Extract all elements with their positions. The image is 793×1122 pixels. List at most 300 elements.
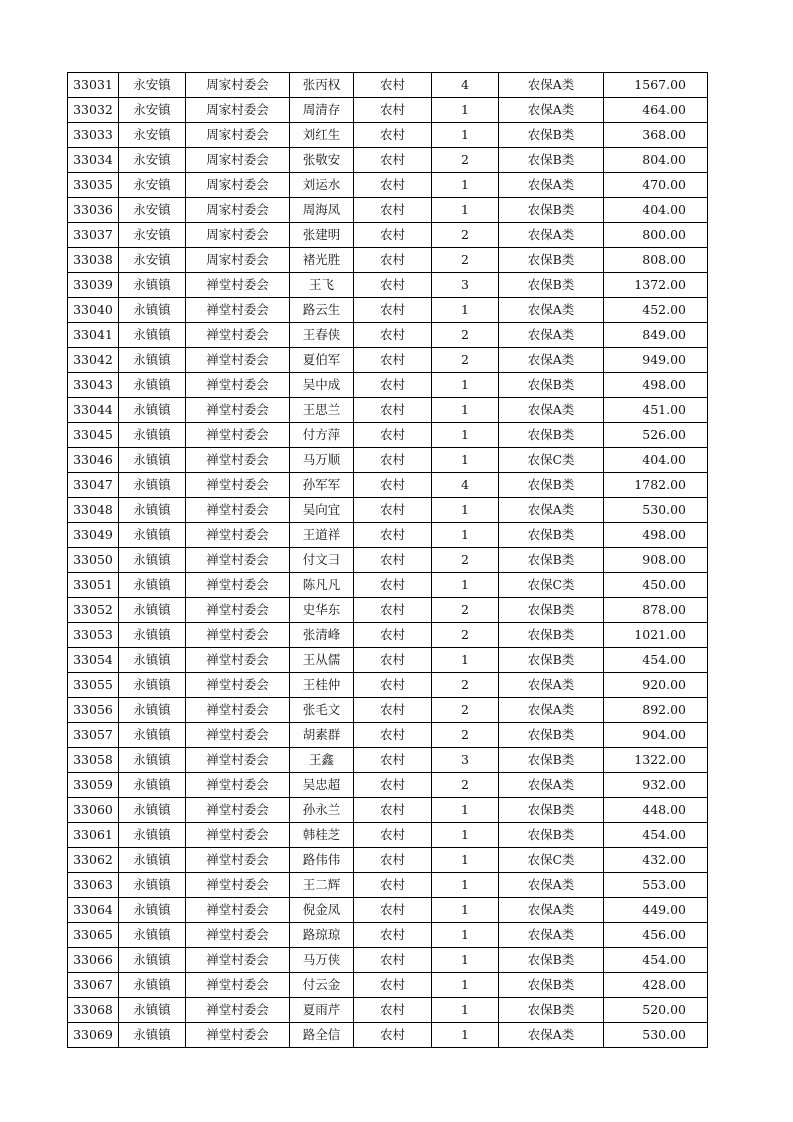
name-cell: 路伟伟	[290, 848, 354, 873]
insurance-class-cell: 农保B类	[499, 648, 604, 673]
record-id-cell: 33049	[68, 523, 119, 548]
person-count-cell: 1	[432, 573, 499, 598]
person-count-cell: 1	[432, 123, 499, 148]
village-committee-cell: 禅堂村委会	[186, 973, 290, 998]
town-cell: 永镇镇	[119, 1023, 186, 1048]
town-cell: 永镇镇	[119, 723, 186, 748]
person-count-cell: 4	[432, 73, 499, 98]
household-type-cell: 农村	[354, 973, 432, 998]
record-id-cell: 33037	[68, 223, 119, 248]
village-committee-cell: 禅堂村委会	[186, 473, 290, 498]
town-cell: 永镇镇	[119, 848, 186, 873]
town-cell: 永镇镇	[119, 398, 186, 423]
insurance-class-cell: 农保A类	[499, 1023, 604, 1048]
name-cell: 刘运水	[290, 173, 354, 198]
name-cell: 付方萍	[290, 423, 354, 448]
village-committee-cell: 禅堂村委会	[186, 723, 290, 748]
village-committee-cell: 周家村委会	[186, 173, 290, 198]
person-count-cell: 1	[432, 448, 499, 473]
insurance-class-cell: 农保B类	[499, 148, 604, 173]
person-count-cell: 1	[432, 998, 499, 1023]
amount-cell: 1372.00	[604, 273, 708, 298]
person-count-cell: 2	[432, 773, 499, 798]
amount-cell: 520.00	[604, 998, 708, 1023]
village-committee-cell: 禅堂村委会	[186, 773, 290, 798]
table-row	[68, 1023, 708, 1048]
person-count-cell: 1	[432, 98, 499, 123]
insurance-class-cell: 农保A类	[499, 173, 604, 198]
name-cell: 王桂仲	[290, 673, 354, 698]
household-type-cell: 农村	[354, 923, 432, 948]
town-cell: 永安镇	[119, 223, 186, 248]
town-cell: 永镇镇	[119, 298, 186, 323]
village-committee-cell: 禅堂村委会	[186, 673, 290, 698]
town-cell: 永镇镇	[119, 973, 186, 998]
amount-cell: 908.00	[604, 548, 708, 573]
village-committee-cell: 禅堂村委会	[186, 998, 290, 1023]
name-cell: 张建明	[290, 223, 354, 248]
village-committee-cell: 禅堂村委会	[186, 873, 290, 898]
person-count-cell: 1	[432, 1023, 499, 1048]
name-cell: 夏伯军	[290, 348, 354, 373]
village-committee-cell: 禅堂村委会	[186, 623, 290, 648]
record-id-cell: 33035	[68, 173, 119, 198]
town-cell: 永镇镇	[119, 898, 186, 923]
village-committee-cell: 周家村委会	[186, 248, 290, 273]
village-committee-cell: 禅堂村委会	[186, 1023, 290, 1048]
insurance-class-cell: 农保B类	[499, 998, 604, 1023]
town-cell: 永镇镇	[119, 798, 186, 823]
name-cell: 路全信	[290, 1023, 354, 1048]
name-cell: 王道祥	[290, 523, 354, 548]
village-committee-cell: 禅堂村委会	[186, 698, 290, 723]
town-cell: 永镇镇	[119, 523, 186, 548]
insurance-class-cell: 农保A类	[499, 698, 604, 723]
amount-cell: 404.00	[604, 448, 708, 473]
name-cell: 胡素群	[290, 723, 354, 748]
household-type-cell: 农村	[354, 998, 432, 1023]
town-cell: 永镇镇	[119, 773, 186, 798]
insurance-class-cell: 农保A类	[499, 298, 604, 323]
name-cell: 王思兰	[290, 398, 354, 423]
table-row	[68, 548, 708, 573]
household-type-cell: 农村	[354, 723, 432, 748]
insurance-class-cell: 农保C类	[499, 573, 604, 598]
record-id-cell: 33047	[68, 473, 119, 498]
village-committee-cell: 禅堂村委会	[186, 423, 290, 448]
name-cell: 吴中成	[290, 373, 354, 398]
household-type-cell: 农村	[354, 473, 432, 498]
town-cell: 永镇镇	[119, 498, 186, 523]
household-type-cell: 农村	[354, 123, 432, 148]
record-id-cell: 33061	[68, 823, 119, 848]
household-type-cell: 农村	[354, 823, 432, 848]
household-type-cell: 农村	[354, 298, 432, 323]
amount-cell: 452.00	[604, 298, 708, 323]
village-committee-cell: 周家村委会	[186, 98, 290, 123]
village-committee-cell: 禅堂村委会	[186, 848, 290, 873]
village-committee-cell: 禅堂村委会	[186, 898, 290, 923]
record-id-cell: 33056	[68, 698, 119, 723]
name-cell: 韩桂芝	[290, 823, 354, 848]
village-committee-cell: 禅堂村委会	[186, 823, 290, 848]
name-cell: 周清存	[290, 98, 354, 123]
table-row	[68, 848, 708, 873]
amount-cell: 878.00	[604, 598, 708, 623]
amount-cell: 498.00	[604, 373, 708, 398]
amount-cell: 1782.00	[604, 473, 708, 498]
table-row	[68, 748, 708, 773]
town-cell: 永镇镇	[119, 698, 186, 723]
town-cell: 永镇镇	[119, 923, 186, 948]
town-cell: 永镇镇	[119, 748, 186, 773]
insurance-class-cell: 农保B类	[499, 598, 604, 623]
amount-cell: 808.00	[604, 248, 708, 273]
table-row	[68, 623, 708, 648]
record-id-cell: 33044	[68, 398, 119, 423]
record-id-cell: 33059	[68, 773, 119, 798]
village-committee-cell: 禅堂村委会	[186, 448, 290, 473]
household-type-cell: 农村	[354, 573, 432, 598]
household-type-cell: 农村	[354, 148, 432, 173]
amount-cell: 553.00	[604, 873, 708, 898]
household-type-cell: 农村	[354, 798, 432, 823]
insurance-class-cell: 农保B类	[499, 473, 604, 498]
table-row	[68, 648, 708, 673]
village-committee-cell: 禅堂村委会	[186, 273, 290, 298]
insurance-class-cell: 农保A类	[499, 98, 604, 123]
table-row	[68, 73, 708, 98]
town-cell: 永镇镇	[119, 548, 186, 573]
insurance-class-cell: 农保B类	[499, 523, 604, 548]
person-count-cell: 1	[432, 173, 499, 198]
table-row	[68, 448, 708, 473]
person-count-cell: 1	[432, 923, 499, 948]
table-row	[68, 123, 708, 148]
name-cell: 王春侠	[290, 323, 354, 348]
table-row	[68, 273, 708, 298]
table-row	[68, 298, 708, 323]
town-cell: 永镇镇	[119, 448, 186, 473]
record-id-cell: 33052	[68, 598, 119, 623]
household-type-cell: 农村	[354, 673, 432, 698]
table-row	[68, 698, 708, 723]
amount-cell: 1322.00	[604, 748, 708, 773]
name-cell: 吴向宜	[290, 498, 354, 523]
household-type-cell: 农村	[354, 198, 432, 223]
town-cell: 永镇镇	[119, 648, 186, 673]
village-committee-cell: 周家村委会	[186, 148, 290, 173]
table-row	[68, 248, 708, 273]
town-cell: 永安镇	[119, 198, 186, 223]
record-id-cell: 33042	[68, 348, 119, 373]
person-count-cell: 3	[432, 273, 499, 298]
insurance-class-cell: 农保B类	[499, 748, 604, 773]
table-row	[68, 723, 708, 748]
village-committee-cell: 禅堂村委会	[186, 523, 290, 548]
record-id-cell: 33034	[68, 148, 119, 173]
household-type-cell: 农村	[354, 1023, 432, 1048]
name-cell: 史华东	[290, 598, 354, 623]
person-count-cell: 2	[432, 223, 499, 248]
name-cell: 孙永兰	[290, 798, 354, 823]
insurance-class-cell: 农保B类	[499, 548, 604, 573]
person-count-cell: 2	[432, 598, 499, 623]
amount-cell: 498.00	[604, 523, 708, 548]
record-id-cell: 33048	[68, 498, 119, 523]
record-id-cell: 33041	[68, 323, 119, 348]
amount-cell: 849.00	[604, 323, 708, 348]
household-type-cell: 农村	[354, 948, 432, 973]
person-count-cell: 2	[432, 348, 499, 373]
insurance-class-cell: 农保A类	[499, 398, 604, 423]
name-cell: 王飞	[290, 273, 354, 298]
town-cell: 永镇镇	[119, 873, 186, 898]
amount-cell: 432.00	[604, 848, 708, 873]
insurance-class-cell: 农保B类	[499, 423, 604, 448]
amount-cell: 404.00	[604, 198, 708, 223]
village-committee-cell: 禅堂村委会	[186, 348, 290, 373]
town-cell: 永镇镇	[119, 373, 186, 398]
amount-cell: 454.00	[604, 823, 708, 848]
amount-cell: 1567.00	[604, 73, 708, 98]
record-id-cell: 33050	[68, 548, 119, 573]
record-id-cell: 33038	[68, 248, 119, 273]
record-id-cell: 33067	[68, 973, 119, 998]
insurance-class-cell: 农保B类	[499, 373, 604, 398]
table-row	[68, 473, 708, 498]
table-row	[68, 973, 708, 998]
household-type-cell: 农村	[354, 73, 432, 98]
insurance-class-cell: 农保C类	[499, 848, 604, 873]
person-count-cell: 1	[432, 948, 499, 973]
table-row	[68, 148, 708, 173]
household-type-cell: 农村	[354, 98, 432, 123]
town-cell: 永镇镇	[119, 998, 186, 1023]
insurance-class-cell: 农保C类	[499, 448, 604, 473]
table-row	[68, 98, 708, 123]
record-id-cell: 33066	[68, 948, 119, 973]
town-cell: 永镇镇	[119, 473, 186, 498]
name-cell: 王从儒	[290, 648, 354, 673]
record-id-cell: 33032	[68, 98, 119, 123]
records-table	[67, 72, 708, 1048]
insurance-class-cell: 农保A类	[499, 73, 604, 98]
table-row	[68, 923, 708, 948]
record-id-cell: 33064	[68, 898, 119, 923]
name-cell: 陈凡凡	[290, 573, 354, 598]
insurance-class-cell: 农保A类	[499, 348, 604, 373]
record-id-cell: 33051	[68, 573, 119, 598]
household-type-cell: 农村	[354, 623, 432, 648]
name-cell: 付文彐	[290, 548, 354, 573]
name-cell: 王鑫	[290, 748, 354, 773]
amount-cell: 804.00	[604, 148, 708, 173]
person-count-cell: 2	[432, 623, 499, 648]
insurance-class-cell: 农保B类	[499, 723, 604, 748]
village-committee-cell: 禅堂村委会	[186, 373, 290, 398]
household-type-cell: 农村	[354, 323, 432, 348]
village-committee-cell: 禅堂村委会	[186, 923, 290, 948]
record-id-cell: 33046	[68, 448, 119, 473]
person-count-cell: 1	[432, 823, 499, 848]
village-committee-cell: 禅堂村委会	[186, 798, 290, 823]
table-row	[68, 323, 708, 348]
table-row	[68, 498, 708, 523]
amount-cell: 1021.00	[604, 623, 708, 648]
insurance-class-cell: 农保B类	[499, 623, 604, 648]
name-cell: 张清峰	[290, 623, 354, 648]
person-count-cell: 1	[432, 873, 499, 898]
household-type-cell: 农村	[354, 423, 432, 448]
record-id-cell: 33045	[68, 423, 119, 448]
amount-cell: 449.00	[604, 898, 708, 923]
village-committee-cell: 禅堂村委会	[186, 598, 290, 623]
town-cell: 永镇镇	[119, 623, 186, 648]
person-count-cell: 2	[432, 548, 499, 573]
person-count-cell: 4	[432, 473, 499, 498]
household-type-cell: 农村	[354, 173, 432, 198]
amount-cell: 451.00	[604, 398, 708, 423]
village-committee-cell: 禅堂村委会	[186, 748, 290, 773]
record-id-cell: 33053	[68, 623, 119, 648]
insurance-class-cell: 农保B类	[499, 248, 604, 273]
name-cell: 路云生	[290, 298, 354, 323]
record-id-cell: 33057	[68, 723, 119, 748]
household-type-cell: 农村	[354, 348, 432, 373]
household-type-cell: 农村	[354, 523, 432, 548]
insurance-class-cell: 农保B类	[499, 823, 604, 848]
table-row	[68, 373, 708, 398]
table-row	[68, 773, 708, 798]
person-count-cell: 1	[432, 973, 499, 998]
insurance-class-cell: 农保B类	[499, 798, 604, 823]
record-id-cell: 33060	[68, 798, 119, 823]
record-id-cell: 33058	[68, 748, 119, 773]
person-count-cell: 2	[432, 248, 499, 273]
name-cell: 周海凤	[290, 198, 354, 223]
amount-cell: 470.00	[604, 173, 708, 198]
household-type-cell: 农村	[354, 548, 432, 573]
records-table-body	[68, 73, 708, 1048]
table-row	[68, 223, 708, 248]
person-count-cell: 2	[432, 698, 499, 723]
record-id-cell: 33063	[68, 873, 119, 898]
person-count-cell: 1	[432, 373, 499, 398]
amount-cell: 526.00	[604, 423, 708, 448]
name-cell: 张丙权	[290, 73, 354, 98]
insurance-class-cell: 农保A类	[499, 323, 604, 348]
town-cell: 永镇镇	[119, 348, 186, 373]
person-count-cell: 1	[432, 898, 499, 923]
insurance-class-cell: 农保A类	[499, 223, 604, 248]
village-committee-cell: 禅堂村委会	[186, 498, 290, 523]
insurance-class-cell: 农保A类	[499, 673, 604, 698]
village-committee-cell: 禅堂村委会	[186, 573, 290, 598]
person-count-cell: 1	[432, 498, 499, 523]
table-row	[68, 798, 708, 823]
household-type-cell: 农村	[354, 373, 432, 398]
insurance-class-cell: 农保B类	[499, 198, 604, 223]
insurance-class-cell: 农保B类	[499, 123, 604, 148]
person-count-cell: 1	[432, 848, 499, 873]
household-type-cell: 农村	[354, 773, 432, 798]
name-cell: 吴忠超	[290, 773, 354, 798]
record-id-cell: 33043	[68, 373, 119, 398]
person-count-cell: 1	[432, 298, 499, 323]
insurance-class-cell: 农保B类	[499, 948, 604, 973]
household-type-cell: 农村	[354, 248, 432, 273]
table-row	[68, 173, 708, 198]
village-committee-cell: 周家村委会	[186, 223, 290, 248]
village-committee-cell: 禅堂村委会	[186, 298, 290, 323]
record-id-cell: 33055	[68, 673, 119, 698]
household-type-cell: 农村	[354, 598, 432, 623]
village-committee-cell: 禅堂村委会	[186, 548, 290, 573]
household-type-cell: 农村	[354, 873, 432, 898]
person-count-cell: 1	[432, 798, 499, 823]
amount-cell: 800.00	[604, 223, 708, 248]
village-committee-cell: 周家村委会	[186, 123, 290, 148]
name-cell: 付云金	[290, 973, 354, 998]
name-cell: 夏雨芹	[290, 998, 354, 1023]
insurance-class-cell: 农保A类	[499, 898, 604, 923]
record-id-cell: 33033	[68, 123, 119, 148]
table-row	[68, 573, 708, 598]
person-count-cell: 1	[432, 398, 499, 423]
record-id-cell: 33065	[68, 923, 119, 948]
town-cell: 永镇镇	[119, 273, 186, 298]
amount-cell: 932.00	[604, 773, 708, 798]
village-committee-cell: 禅堂村委会	[186, 648, 290, 673]
table-row	[68, 398, 708, 423]
village-committee-cell: 禅堂村委会	[186, 398, 290, 423]
town-cell: 永安镇	[119, 98, 186, 123]
name-cell: 马万侠	[290, 948, 354, 973]
person-count-cell: 1	[432, 423, 499, 448]
amount-cell: 904.00	[604, 723, 708, 748]
town-cell: 永安镇	[119, 73, 186, 98]
town-cell: 永安镇	[119, 148, 186, 173]
household-type-cell: 农村	[354, 273, 432, 298]
amount-cell: 949.00	[604, 348, 708, 373]
table-row	[68, 523, 708, 548]
name-cell: 张敬安	[290, 148, 354, 173]
table-row	[68, 873, 708, 898]
name-cell: 倪金凤	[290, 898, 354, 923]
household-type-cell: 农村	[354, 698, 432, 723]
household-type-cell: 农村	[354, 648, 432, 673]
amount-cell: 530.00	[604, 1023, 708, 1048]
town-cell: 永安镇	[119, 248, 186, 273]
record-id-cell: 33039	[68, 273, 119, 298]
person-count-cell: 1	[432, 523, 499, 548]
name-cell: 王二辉	[290, 873, 354, 898]
insurance-class-cell: 农保A类	[499, 923, 604, 948]
record-id-cell: 33054	[68, 648, 119, 673]
household-type-cell: 农村	[354, 398, 432, 423]
name-cell: 马万顺	[290, 448, 354, 473]
person-count-cell: 1	[432, 198, 499, 223]
amount-cell: 448.00	[604, 798, 708, 823]
village-committee-cell: 禅堂村委会	[186, 948, 290, 973]
amount-cell: 892.00	[604, 698, 708, 723]
amount-cell: 428.00	[604, 973, 708, 998]
record-id-cell: 33031	[68, 73, 119, 98]
amount-cell: 456.00	[604, 923, 708, 948]
insurance-class-cell: 农保A类	[499, 873, 604, 898]
household-type-cell: 农村	[354, 448, 432, 473]
